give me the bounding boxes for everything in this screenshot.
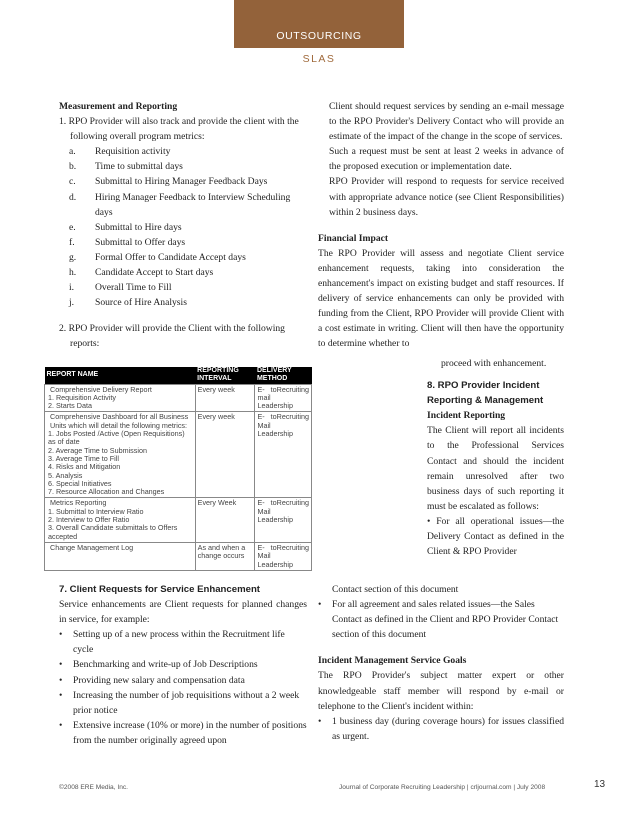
metric-item	[59, 295, 307, 310]
report-name: Comprehensive Dashboard for all Business Units which will detail the following metrics:	[50, 412, 189, 430]
metric-text: Submittal to Offer days	[95, 236, 186, 248]
left-column-lower	[59, 582, 307, 748]
bullet-icon: •	[59, 719, 63, 731]
bullet-icon: •	[59, 674, 63, 686]
delivery-word: Recruiting	[276, 412, 309, 422]
section8-heading: 8. RPO Provider Incident Reporting & Management	[427, 380, 544, 407]
delivery-recipient: Leadership	[257, 515, 294, 525]
right-column	[318, 99, 564, 352]
report-name-cell	[45, 412, 196, 498]
metric-item	[59, 250, 307, 265]
metric-text: Time to submittal days	[95, 161, 183, 173]
interval-cell: As and when a change occurs	[195, 542, 255, 570]
metric-text: Candidate Accept to Start days	[95, 267, 214, 279]
incident-reporting-heading: Incident Reporting	[427, 410, 506, 422]
advance-paragraph: Such a request must be sent at least 2 weeks in advance of the proposed execution or implementation date.	[329, 146, 564, 173]
delivery-cell	[255, 412, 312, 498]
report-sub-item: 4. Risks and Mitigation	[48, 462, 121, 472]
report-name: Metrics Reporting	[50, 498, 107, 508]
delivery-word: to	[270, 498, 277, 508]
delivery-word: Recruiting	[276, 542, 309, 552]
incident-reporting-body: The Client will report all incidents to the Professional Services Contact and should the incident remain unresolved after two business days of such reporting it must be escalated as follows:	[427, 425, 564, 512]
metric-item	[59, 235, 307, 250]
metric-item	[59, 144, 307, 159]
metrics-intro: 1. RPO Provider will also track and provide the client with the following overall program metrics:	[59, 116, 299, 143]
urgent-bullet: • 1 business day (during coverage hours) for issues classified as urgent.	[318, 714, 564, 744]
metric-letter: a.	[69, 146, 76, 158]
report-name-cell	[45, 384, 196, 412]
metric-text: Requisition activity	[95, 146, 171, 158]
report-sub-item: 1. Submittal to Interview Ratio	[48, 506, 144, 516]
delivery-recipient: Leadership	[257, 401, 294, 411]
delivery-recipient: Leadership	[257, 429, 294, 439]
financial-tail: proceed with enhancement.	[441, 358, 547, 369]
metric-item	[59, 280, 307, 295]
report-sub-item: 2. Interview to Offer Ratio	[48, 515, 130, 525]
metric-letter: i.	[69, 282, 75, 294]
report-name: Change Management Log	[50, 542, 134, 552]
table-row	[45, 498, 312, 542]
delivery-word: Recruiting	[276, 384, 309, 394]
metrics-list	[59, 144, 307, 310]
interval-cell: Every week	[195, 412, 255, 498]
metric-text: Submittal to Hiring Manager Feedback Days	[95, 176, 268, 188]
enhancement-bullet	[59, 673, 307, 688]
delivery-cell	[255, 384, 312, 412]
financial-body: The RPO Provider will assess and negotiate Client service enhancement requests, taking into consideration the enhancement's impact on existing budget and staff resources. If delivery of service enhancements can only be provided with funding from the Client, RPO Provider will provide Client with a cost estimate in writing. Client will then have the opportunity to determine whether to	[318, 247, 564, 350]
measurement-heading: Measurement and Reporting	[59, 101, 178, 112]
report-sub-item: 7. Resource Allocation and Changes	[48, 487, 165, 497]
bullet-icon: •	[59, 659, 63, 671]
metric-text: Formal Offer to Candidate Accept days	[95, 251, 246, 263]
enhancement-bullet	[59, 657, 307, 672]
report-name: Comprehensive Delivery Report	[50, 384, 152, 394]
bullet-icon: •	[59, 689, 63, 701]
metric-letter: g.	[69, 251, 77, 263]
table-row	[45, 384, 312, 412]
enhancement-text: Increasing the number of job requisitions without a 2 week prior notice	[73, 689, 300, 716]
reports-table	[44, 367, 312, 571]
section7-heading: 7. Client Requests for Service Enhancement	[59, 584, 261, 595]
col-header-report-name: REPORT NAME	[45, 367, 196, 384]
goals-heading: Incident Management Service Goals	[318, 655, 467, 667]
metric-letter: b.	[69, 161, 77, 173]
report-sub-item: 2. Average Time to Submission	[48, 445, 147, 455]
metric-letter: h.	[69, 267, 77, 279]
report-sub-item: 1. Requisition Activity	[48, 392, 116, 402]
enhancement-text: Setting up of a new process within the Recruitment life cycle	[73, 629, 285, 656]
urgent-text: 1 business day (during coverage hours) for issues classified as urgent.	[332, 715, 564, 742]
delivery-word: to	[270, 412, 277, 422]
metric-letter: c.	[69, 176, 76, 188]
col-header-delivery: DELIVERY METHOD	[255, 367, 312, 384]
financial-heading: Financial Impact	[318, 232, 389, 244]
response-paragraph: RPO Provider will respond to requests for service received with appropriate advance notice (see Client Responsibilities) within 2 business days.	[329, 176, 564, 218]
metric-text: Hiring Manager Feedback to Interview Scheduling days	[95, 191, 291, 218]
table-row	[45, 412, 312, 498]
table-header-row	[45, 367, 312, 384]
enhancement-text: Extensive increase (10% or more) in the number of positions from the number originally agreed upon	[73, 719, 307, 746]
footer-journal: Journal of Corporate Recruiting Leadership | crljournal.com | July 2008	[339, 784, 546, 791]
right-column-lower	[318, 582, 564, 744]
metric-item	[59, 190, 307, 220]
section-subtitle: SLAS	[302, 53, 336, 65]
enhancement-list	[59, 627, 307, 748]
section8-block	[427, 356, 564, 559]
report-sub-item: 5. Analysis	[48, 470, 83, 480]
metric-item	[59, 159, 307, 174]
contact-continuation: Contact section of this document	[332, 584, 459, 595]
metric-item	[59, 265, 307, 280]
report-name-cell	[45, 542, 196, 570]
footer-copyright: ©2008 ERE Media, Inc.	[59, 784, 128, 791]
delivery-cell	[255, 498, 312, 542]
metric-item	[59, 174, 307, 189]
report-sub-item: 2. Starts Data	[48, 401, 92, 411]
enhancement-bullet	[59, 627, 307, 657]
col-header-interval: REPORTING INTERVAL	[195, 367, 255, 384]
delivery-word: E-Mail	[257, 542, 271, 561]
interval-cell: Every week	[195, 384, 255, 412]
delivery-word: Recruiting	[276, 498, 309, 508]
sales-issues-text: For all agreement and sales related issues—the Sales Contact as defined in the Client and RPO Provider Contact section of this document	[332, 599, 559, 641]
delivery-word: to	[270, 542, 277, 552]
request-paragraph: Client should request services by sending an e-mail message to the RPO Provider's Delivery Contact who will provide an estimate of the impact of the change in the scope of services.	[329, 101, 564, 143]
metric-letter: f.	[69, 236, 75, 248]
delivery-word: E-Mail	[257, 498, 271, 516]
page-number: 13	[594, 779, 606, 790]
metric-letter: d.	[69, 191, 77, 203]
delivery-recipient: Leadership	[257, 559, 294, 569]
reports-intro: 2. RPO Provider will provide the Client with the following reports:	[59, 323, 285, 350]
report-sub-item: 3. Average Time to Fill	[48, 453, 119, 463]
metric-letter: e.	[69, 221, 76, 233]
operational-issues-bullet: • For all operational issues—the Delivery Contact as defined in the Client & RPO Provider	[427, 515, 564, 558]
metric-text: Overall Time to Fill	[95, 282, 172, 294]
metric-text: Source of Hire Analysis	[95, 297, 187, 309]
enhancement-text: Benchmarking and write-up of Job Descriptions	[73, 659, 258, 671]
left-column	[59, 99, 307, 352]
report-sub-item: 3. Overall Candidate submittals to Offers accepted	[48, 523, 178, 541]
goals-body: The RPO Provider's subject matter expert or other knowledgeable staff member will respond by e-mail or telephone to the Client's incident within:	[318, 670, 564, 712]
enhancement-text: Providing new salary and compensation data	[73, 674, 245, 686]
report-sub-item: 1. Jobs Posted /Active (Open Requisitions) as of date	[48, 429, 185, 447]
section-tab-label: OUTSOURCING	[276, 30, 362, 42]
report-name-cell	[45, 498, 196, 542]
delivery-word: to	[270, 384, 277, 394]
section7-body: Service enhancements are Client requests for planned changes in service, for example:	[59, 599, 307, 626]
report-sub-item: 6. Special Initiatives	[48, 478, 112, 488]
section-tab	[234, 0, 404, 48]
delivery-cell	[255, 542, 312, 570]
enhancement-bullet	[59, 718, 307, 748]
bullet-icon: •	[59, 629, 63, 641]
table-row	[45, 542, 312, 570]
interval-cell: Every Week	[195, 498, 255, 542]
delivery-word: E-mail	[257, 384, 271, 402]
sales-issues-bullet: • For all agreement and sales related issues—the Sales Contact as defined in the Client and RPO Provider Contact section of this document	[318, 597, 564, 642]
metric-item	[59, 220, 307, 235]
delivery-word: E-Mail	[257, 412, 271, 430]
enhancement-bullet	[59, 688, 307, 718]
metric-text: Submittal to Hire days	[95, 221, 182, 233]
metric-letter: j.	[69, 297, 75, 309]
